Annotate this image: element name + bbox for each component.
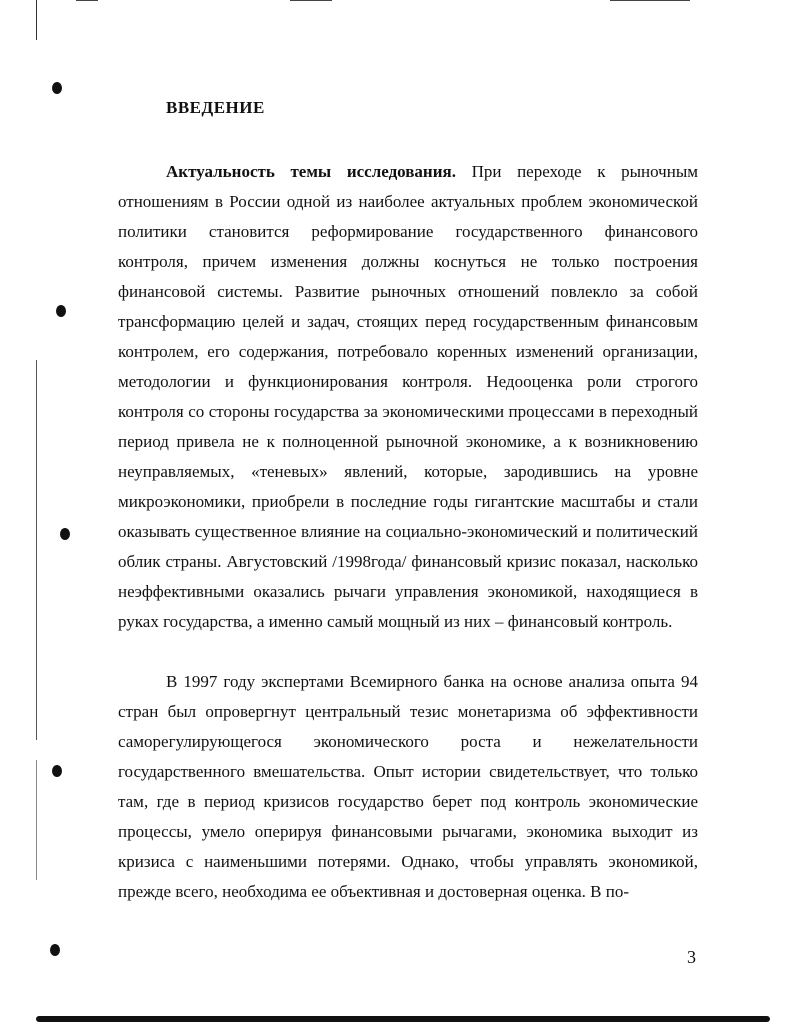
scan-top-line-right [610, 0, 690, 1]
paragraph-1-text: При переходе к рыночным отношениям в России одной из наиболее актуальных проблем экономической политики становится реформирование государственного финансового контроля, причем изменения должны коснуться не только построения финансовой системы. Развитие рыночных отношений повлекло за собой трансформацию целей и задач, стоящих перед государственным финансовым контролем, его содержания, потребовало коренных изменений организации, методологии и функционирования контроля. Недооценка роли строгого контроля со стороны государства за экономическими процессами в переходный период привела не к полноценной рыночной экономике, а к возникновению неуправляемых, «теневых» явлений, которые, зародившись на уровне микроэкономики, приобрели в последние годы гигантские масштабы и стали оказывать существенное влияние на социально-экономический и политический облик страны. Августовский /1998года/ финансовый кризис показал, насколько неэффективными оказались рычаги управления экономикой, находящиеся в руках государства, а именно самый мощный из них – финансовый контроль. [118, 162, 699, 631]
scan-left-edge-top [36, 0, 37, 40]
punch-hole-5 [50, 944, 60, 956]
scan-left-edge-mid [36, 360, 37, 740]
paragraph-1 [118, 157, 698, 637]
scan-left-edge-low [36, 760, 37, 880]
punch-hole-4 [52, 765, 62, 777]
paragraph-lead: Актуальность темы исследования. [166, 162, 456, 181]
page-number: 3 [687, 947, 696, 967]
punch-hole-3 [60, 528, 70, 540]
punch-hole-1 [52, 82, 62, 94]
punch-hole-2 [56, 305, 66, 317]
scan-top-line-mid [290, 0, 332, 1]
scan-bottom-bar [36, 1016, 770, 1022]
section-heading: ВВЕДЕНИЕ [166, 98, 265, 117]
paragraph-2: В 1997 году экспертами Всемирного банка на основе анализа опыта 94 стран был опровергнут центральный тезис монетаризма об эффективности саморегулирующегося экономического роста и нежелательности государственного вмешательства. Опыт истории свидетельствует, что только там, где в период кризисов государство берет под контроль экономические процессы, умело оперируя финансовыми рычагами, экономика выходит из кризиса с наименьшими потерями. Однако, чтобы управлять экономикой, прежде всего, необходима ее объективная и достоверная оценка. В по- [118, 672, 698, 901]
scan-top-line-left [76, 0, 98, 1]
